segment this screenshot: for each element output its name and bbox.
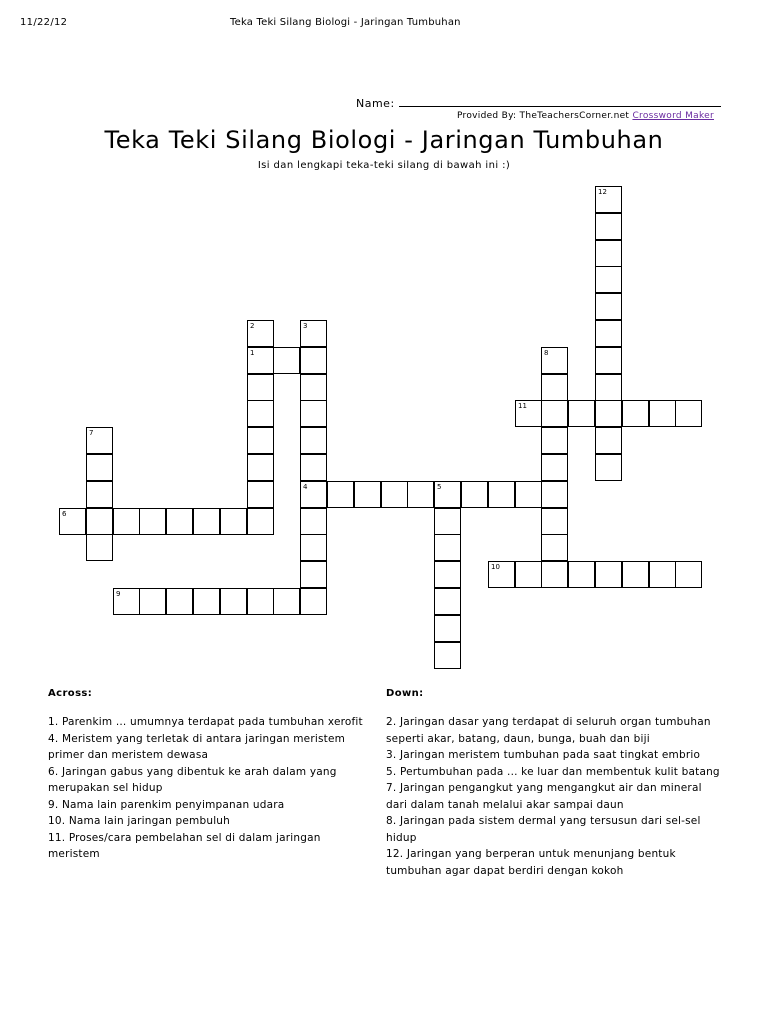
crossword-cell: [300, 400, 327, 427]
crossword-cell: [434, 615, 461, 642]
clue-number: 1: [250, 349, 255, 357]
crossword-cell: [86, 534, 113, 561]
down-clue: 2. Jaringan dasar yang terdapat di seluruh organ tumbuhan seperti akar, batang, daun, bunga, buah dan biji: [386, 716, 711, 745]
crossword-cell: [595, 320, 622, 347]
crossword-cell: [273, 347, 300, 374]
provided-by: [457, 111, 714, 121]
crossword-cell: [434, 642, 461, 669]
clue-number: 11: [518, 402, 527, 410]
crossword-cell: [434, 588, 461, 615]
crossword-cell: [220, 508, 247, 535]
crossword-cell: [381, 481, 408, 508]
crossword-cell: [541, 374, 568, 401]
crossword-cell: [434, 534, 461, 561]
crossword-cell: [461, 481, 488, 508]
across-clues: [48, 714, 374, 863]
puzzle-subtitle: Isi dan lengkapi teka-teki silang di bawah ini :): [257, 160, 511, 171]
crossword-cell: [139, 588, 166, 615]
crossword-cell: [354, 481, 381, 508]
crossword-cell: [247, 454, 274, 481]
name-label: Name:: [356, 97, 395, 110]
crossword-cell: [595, 454, 622, 481]
crossword-cell: [568, 561, 595, 588]
clue-number: 12: [598, 188, 607, 196]
crossword-cell: [541, 400, 568, 427]
crossword-cell: [86, 454, 113, 481]
clue-number: 8: [544, 349, 549, 357]
crossword-cell: [622, 561, 649, 588]
crossword-cell: [300, 588, 327, 615]
crossword-cell: [113, 588, 140, 615]
across-clue: 4. Meristem yang terletak di antara jaringan meristem primer dan meristem dewasa: [48, 732, 346, 761]
crossword-cell: [300, 427, 327, 454]
clue-number: 4: [303, 483, 308, 491]
crossword-cell: [113, 508, 140, 535]
down-clue: 7. Jaringan pengangkut yang mengangkut air dan mineral dari dalam tanah melalui akar sampai daun: [386, 782, 702, 811]
down-clue: 12. Jaringan yang berperan untuk menunjang bentuk tumbuhan agar dapat berdiri dengan kokoh: [386, 848, 676, 877]
crossword-cell: [300, 347, 327, 374]
crossword-cell: [541, 454, 568, 481]
crossword-cell: [247, 427, 274, 454]
crossword-cell: [300, 508, 327, 535]
across-heading: Across:: [48, 688, 93, 699]
crossword-cell: [649, 561, 676, 588]
crossword-cell: [568, 400, 595, 427]
crossword-cell: [541, 534, 568, 561]
crossword-cell: [622, 400, 649, 427]
clue-number: 10: [491, 563, 500, 571]
across-clue: 1. Parenkim ... umumnya terdapat pada tumbuhan xerofit: [48, 716, 363, 728]
crossword-cell: [139, 508, 166, 535]
clue-number: 3: [303, 322, 308, 330]
across-clue: 11. Proses/cara pembelahan sel di dalam jaringan meristem: [48, 831, 321, 860]
crossword-cell: [434, 481, 461, 508]
puzzle-title: Teka Teki Silang Biologi - Jaringan Tumbuhan: [104, 126, 664, 154]
crossword-cell: [595, 266, 622, 293]
crossword-cell: [300, 320, 327, 347]
crossword-cell: [675, 561, 702, 588]
crossword-cell: [193, 508, 220, 535]
crossword-cell: [247, 347, 274, 374]
clue-number: 6: [62, 510, 67, 518]
crossword-cell: [193, 588, 220, 615]
crossword-cell: [541, 481, 568, 508]
crossword-cell: [541, 427, 568, 454]
crossword-cell: [541, 561, 568, 588]
down-clue: 8. Jaringan pada sistem dermal yang tersusun dari sel-sel hidup: [386, 815, 701, 844]
down-clue: 5. Pertumbuhan pada ... ke luar dan membentuk kulit batang: [386, 765, 720, 778]
crossword-cell: [675, 400, 702, 427]
crossword-cell: [595, 427, 622, 454]
crossword-cell: [247, 400, 274, 427]
clue-number: 5: [437, 483, 442, 491]
name-field: [356, 96, 721, 110]
crossword-cell: [488, 561, 515, 588]
name-blank-line: [399, 96, 721, 107]
page-header-date: 11/22/12: [20, 17, 68, 28]
crossword-cell: [273, 588, 300, 615]
crossword-cell: [300, 481, 327, 508]
crossword-cell: [595, 213, 622, 240]
crossword-cell: [327, 481, 354, 508]
crossword-cell: [541, 508, 568, 535]
crossword-cell: [595, 374, 622, 401]
crossword-cell: [300, 374, 327, 401]
crossword-cell: [649, 400, 676, 427]
crossword-cell: [300, 454, 327, 481]
crossword-cell: [488, 481, 515, 508]
crossword-cell: [247, 374, 274, 401]
down-clue: 3. Jaringan meristem tumbuhan pada saat tingkat embrio: [386, 749, 701, 761]
crossword-cell: [515, 400, 542, 427]
crossword-cell: [300, 534, 327, 561]
crossword-cell: [166, 588, 193, 615]
crossword-cell: [86, 427, 113, 454]
crossword-cell: [59, 508, 86, 535]
crossword-cell: [595, 400, 622, 427]
crossword-maker-link[interactable]: Crossword Maker: [632, 111, 714, 121]
down-heading: Down:: [386, 688, 424, 699]
provided-by-text: Provided By: TheTeachersCorner.net: [456, 111, 630, 121]
clue-number: 7: [89, 429, 94, 437]
crossword-cell: [86, 508, 113, 535]
crossword-cell: [247, 320, 274, 347]
crossword-cell: [247, 588, 274, 615]
crossword-cell: [247, 508, 274, 535]
crossword-cell: [595, 186, 622, 213]
page-header-title: Teka Teki Silang Biologi - Jaringan Tumbuhan: [230, 17, 461, 28]
crossword-cell: [541, 347, 568, 374]
crossword-cell: [595, 347, 622, 374]
across-clue: 6. Jaringan gabus yang dibentuk ke arah dalam yang merupakan sel hidup: [48, 765, 337, 794]
down-clues: [386, 714, 722, 879]
crossword-cell: [247, 481, 274, 508]
crossword-cell: [595, 240, 622, 267]
crossword-cell: [407, 481, 434, 508]
crossword-cell: [220, 588, 247, 615]
clue-number: 2: [250, 322, 255, 330]
across-clue: 10. Nama lain jaringan pembuluh: [48, 815, 231, 827]
clue-number: 9: [116, 590, 121, 598]
crossword-cell: [595, 561, 622, 588]
crossword-cell: [166, 508, 193, 535]
across-clue: 9. Nama lain parenkim penyimpanan udara: [48, 798, 285, 811]
crossword-cell: [515, 561, 542, 588]
crossword-cell: [434, 508, 461, 535]
crossword-cell: [515, 481, 542, 508]
crossword-cell: [434, 561, 461, 588]
crossword-cell: [595, 293, 622, 320]
crossword-cell: [86, 481, 113, 508]
crossword-cell: [300, 561, 327, 588]
